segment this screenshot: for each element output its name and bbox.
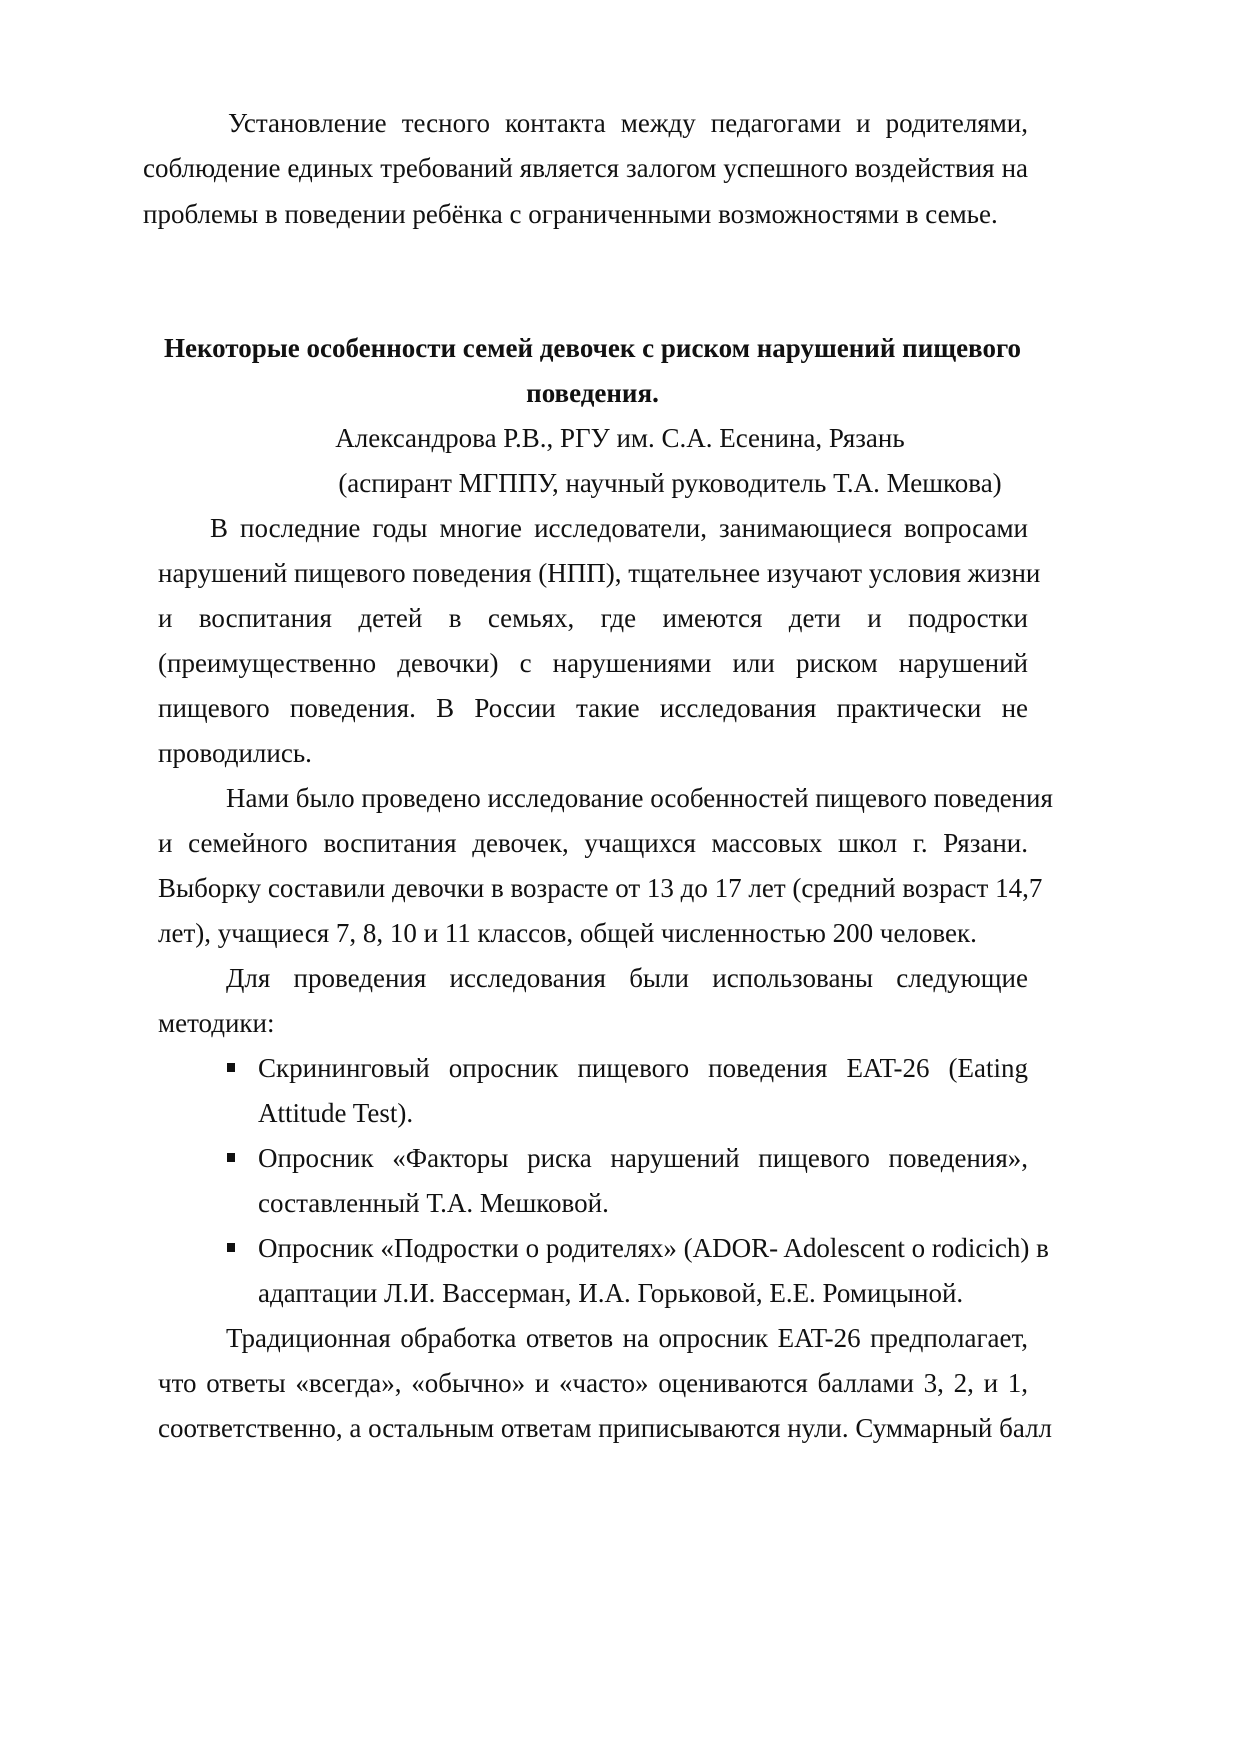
text-line: (преимущественно девочки) с нарушениями или риском нарушений [158, 648, 1028, 678]
text-line: Нами было проведено исследование особенностей пищевого поведения [226, 783, 1053, 813]
text-line: пищевого поведения. В России такие исследования практически не [158, 693, 1028, 723]
text-line: лет), учащиеся 7, 8, 10 и 11 классов, общей численностью 200 человек. [158, 918, 977, 948]
text-line: что ответы «всегда», «обычно» и «часто» оцениваются баллами 3, 2, и 1, [158, 1368, 1028, 1398]
text-line: Установление тесного контакта между педагогами и родителями, [228, 108, 1028, 138]
square-bullet-icon [227, 1063, 235, 1072]
square-bullet-icon [227, 1153, 235, 1162]
text-line: Опросник «Подростки о родителях» (ADOR- Adolescent o rodicich) в [258, 1233, 1049, 1263]
text-line: адаптации Л.И. Вассерман, И.А. Горьковой, Е.Е. Ромицыной. [258, 1278, 964, 1308]
text-line: составленный Т.А. Мешковой. [258, 1188, 609, 1218]
article-title: Некоторые особенности семей девочек с риском нарушений пищевого [163, 333, 1022, 363]
text-line: Выборку составили девочки в возрасте от 13 до 17 лет (средний возраст 14,7 [158, 873, 1043, 903]
author-line: Александрова Р.В., РГУ им. С.А. Есенина, Рязань [335, 423, 905, 453]
text-line: Attitude Test). [258, 1098, 414, 1128]
text-line: Скрининговый опросник пищевого поведения EAT-26 (Eating [258, 1053, 1028, 1083]
text-line: Опросник «Факторы риска нарушений пищевого поведения», [258, 1143, 1028, 1173]
text-line: и семейного воспитания девочек, учащихся массовых школ г. Рязани. [158, 828, 1028, 858]
text-line: и воспитания детей в семьях, где имеются дети и подростки [158, 603, 1028, 633]
text-line: соблюдение единых требований является залогом успешного воздействия на [143, 153, 1028, 183]
text-line: соответственно, а остальным ответам приписываются нули. Суммарный балл [158, 1413, 1053, 1443]
text-line: Традиционная обработка ответов на опросник EAT-26 предполагает, [226, 1323, 1028, 1353]
text-line: Для проведения исследования были использованы следующие [226, 963, 1028, 993]
text-line: В последние годы многие исследователи, занимающиеся вопросами [210, 513, 1028, 543]
text-line: проводились. [158, 738, 312, 768]
text-line: проблемы в поведении ребёнка с ограниченными возможностями в семье. [143, 199, 998, 229]
affiliation-line: (аспирант МГППУ, научный руководитель Т.А. Мешкова) [338, 468, 1002, 498]
square-bullet-icon [227, 1243, 235, 1252]
text-line: нарушений пищевого поведения (НПП), тщательнее изучают условия жизни [158, 558, 1041, 588]
article-title-continued: поведения. [526, 378, 659, 408]
text-line: методики: [158, 1008, 275, 1038]
